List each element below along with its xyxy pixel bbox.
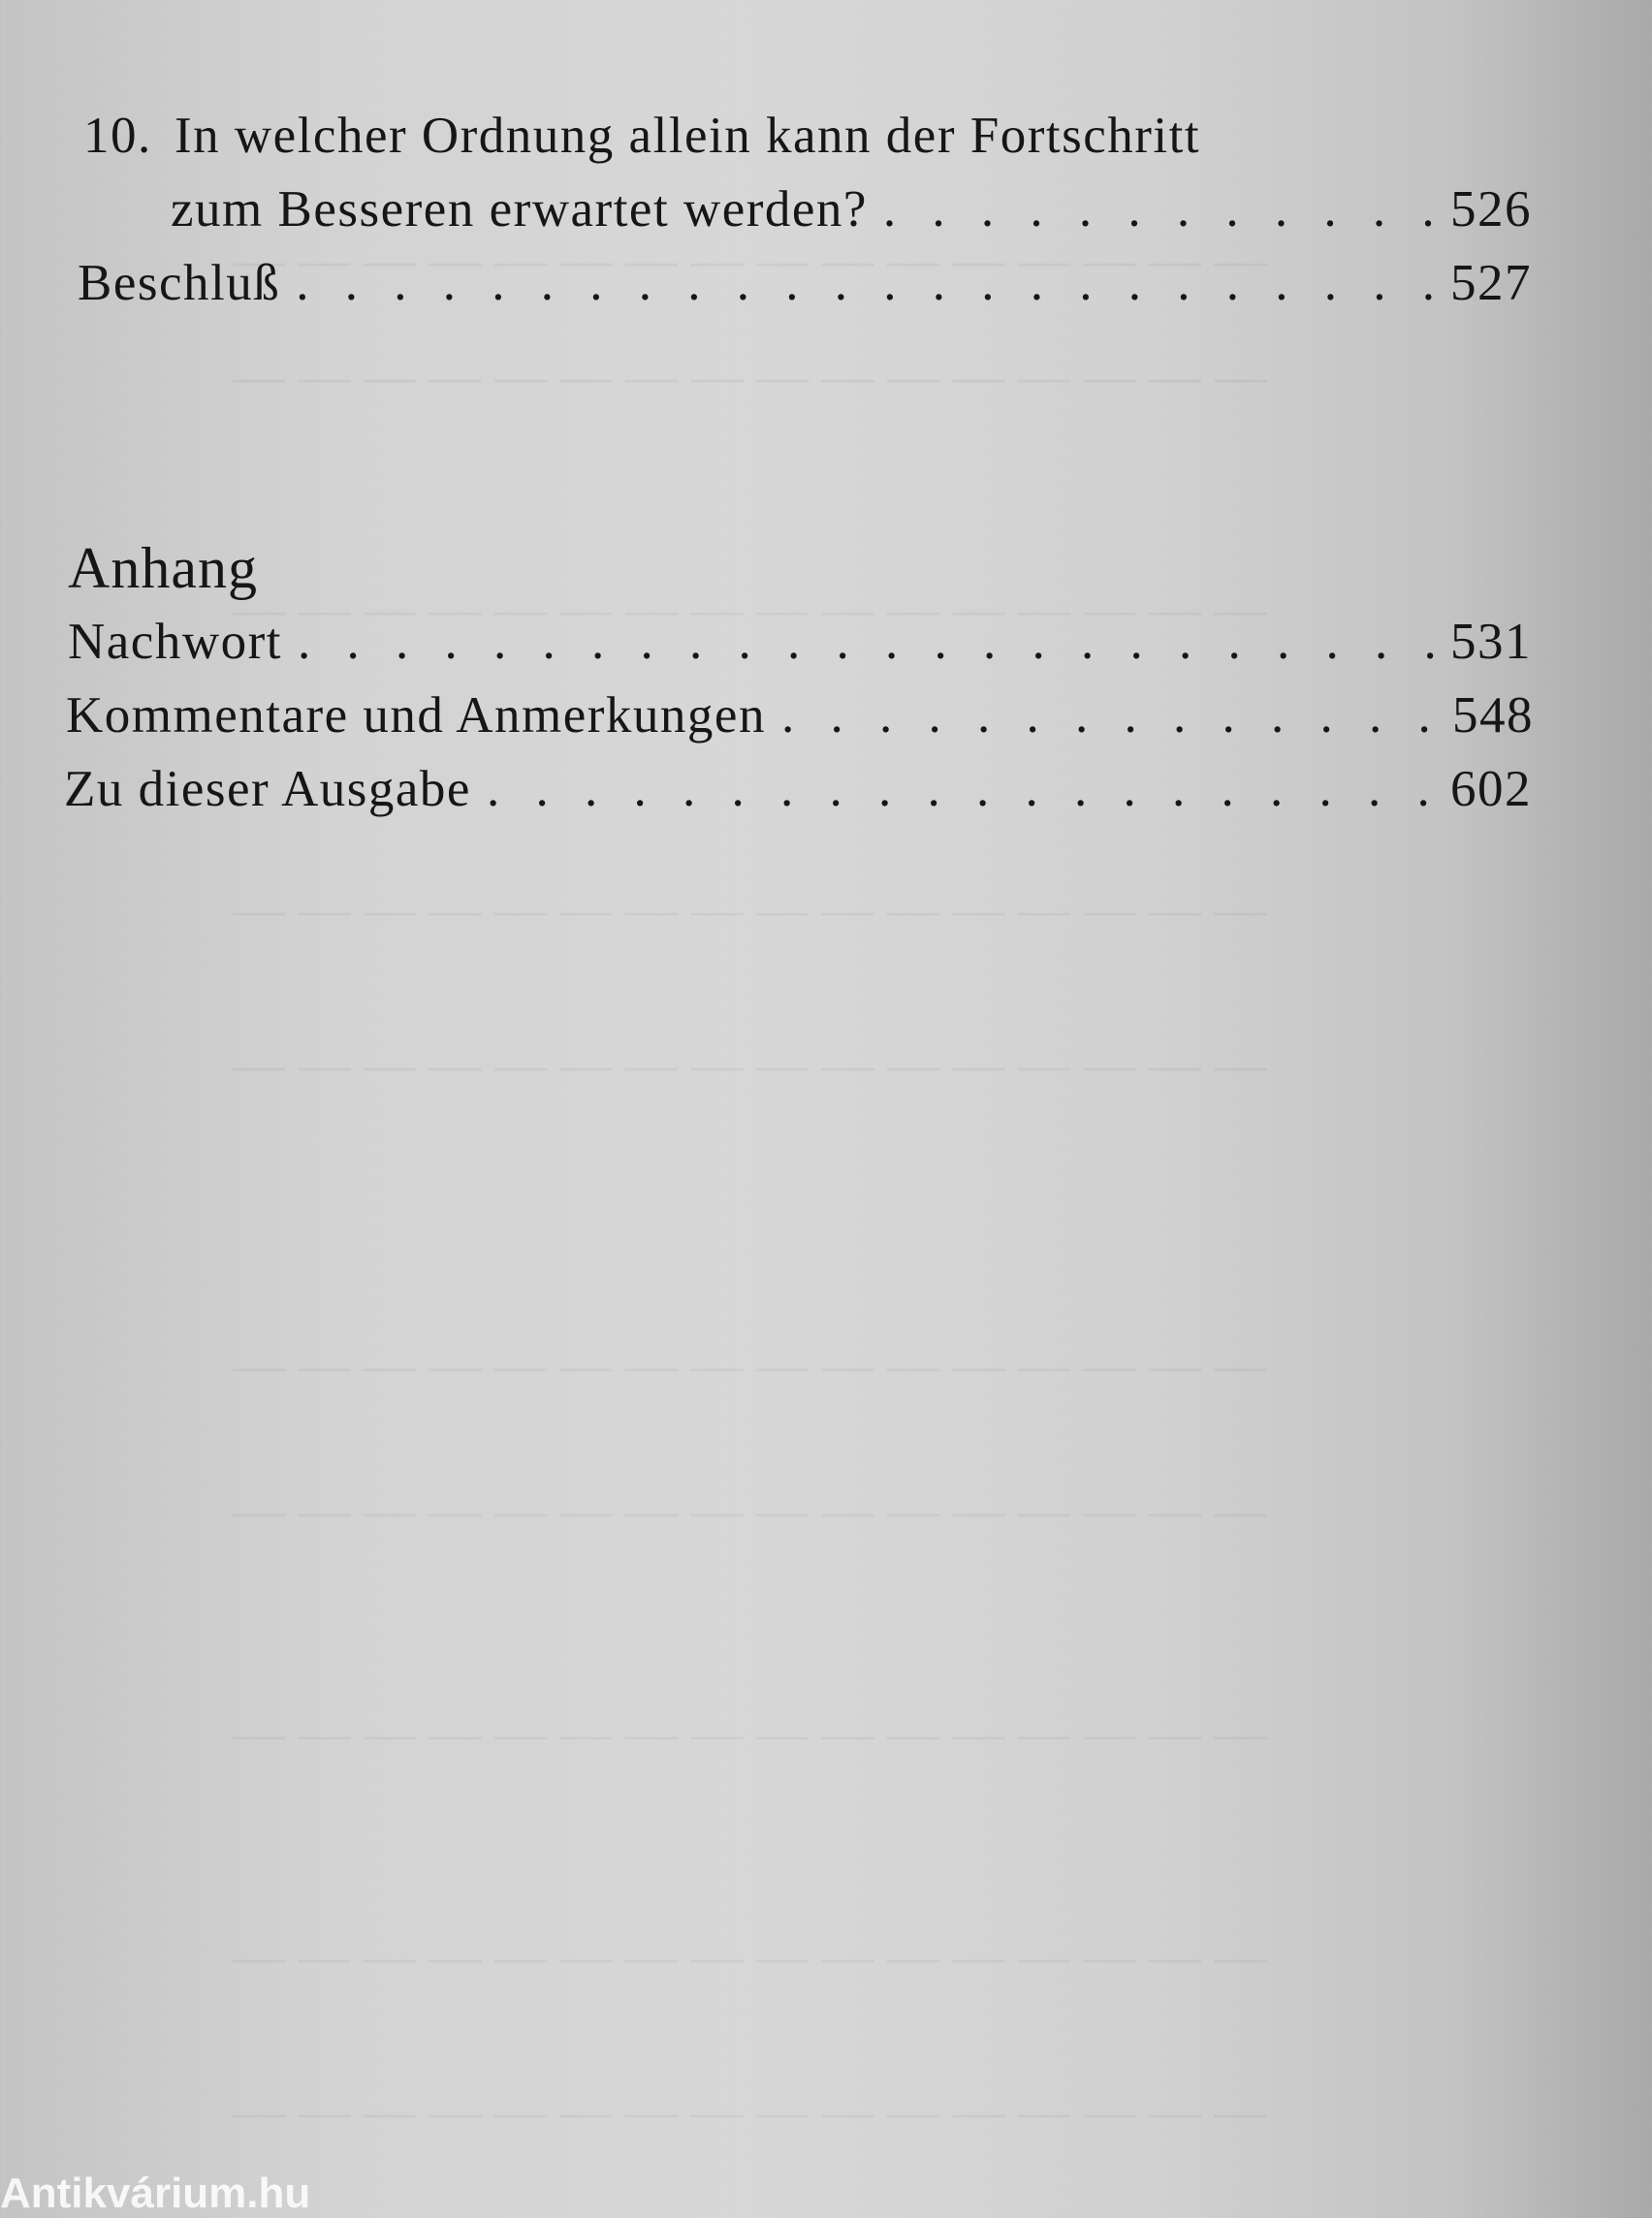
dot-leader [280,254,1445,312]
dot-leader [471,760,1445,818]
toc-entry-10-title-line2: zum Besseren erwartet werden? [171,181,868,238]
appendix-item [64,760,1532,818]
appendix-heading: Anhang [68,536,258,600]
toc-entry-10-line1 [83,107,1538,165]
appendix-item [66,686,1534,745]
toc-entry-10-number: 10. [83,108,152,164]
toc-entry-10-line2 [171,180,1532,238]
toc-entry-10-title-line1: In welcher Ordnung allein kann der Fortschritt [175,108,1201,164]
dot-leader [282,613,1445,671]
watermark-logo: Antikvárium.hu [0,2170,311,2217]
toc-entry-conclusion [78,254,1532,312]
appendix-item-label: Nachwort [68,614,282,670]
toc-entry-10-page: 526 [1450,181,1532,238]
appendix-item-label: Zu dieser Ausgabe [64,761,471,817]
appendix-item [68,613,1532,671]
toc-entry-conclusion-page: 527 [1450,255,1532,311]
toc-entry-conclusion-label: Beschluß [78,255,281,311]
bleed-through-text: — — — — — — — — — — — — — — — — — — — — — — — — — — — — — — — — — — — — — — — — — — — — — — — — — — — — — — — — — — — — — — — — — — — — — — — — — — — — — — — — — — — — — — — — — — — — — — — — — — — — — — — — — — — — — — — — — — — — — — — — — — — — — — — — — — — — — — — — — — — — — — — — — — — — — — — — — — — — — — — — [233,231,1267,2140]
dot-leader [766,686,1446,745]
appendix-item-page: 531 [1450,614,1532,670]
appendix-item-page: 602 [1450,761,1532,817]
appendix-item-label: Kommentare und Anmerkungen [66,687,766,744]
dot-leader [868,180,1445,238]
appendix-item-page: 548 [1452,687,1534,744]
